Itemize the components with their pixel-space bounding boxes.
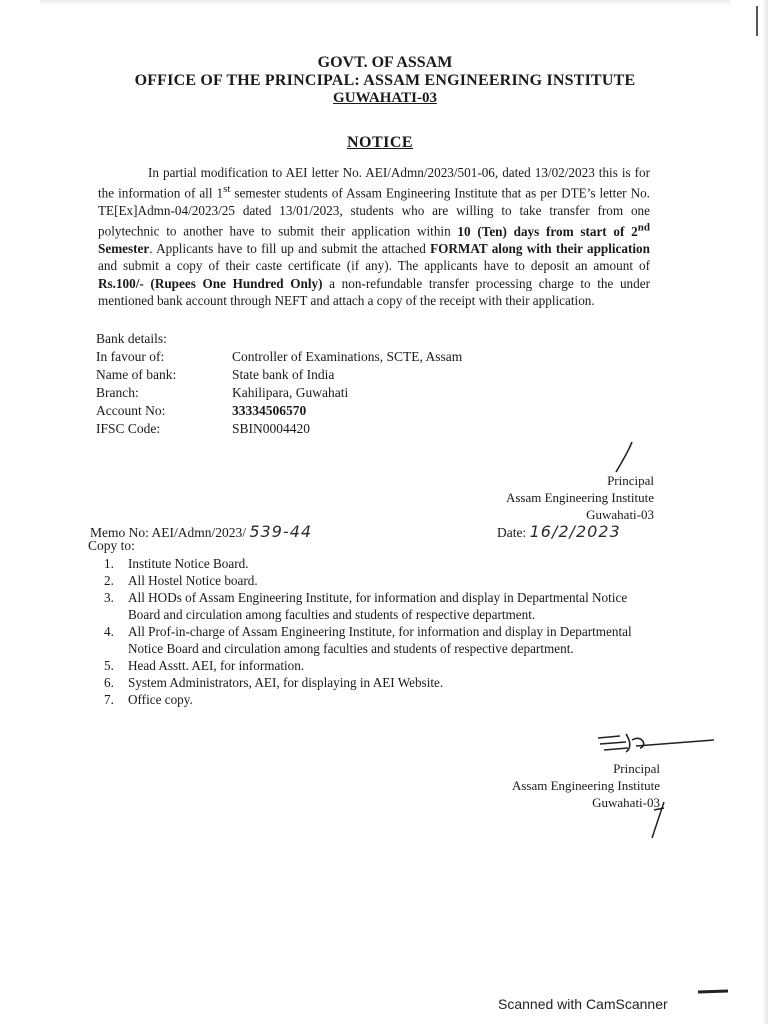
date-handwritten: 16/2/2023 <box>529 522 621 541</box>
body-bold-2: FORMAT along with their application <box>430 240 650 256</box>
list-number: 1. <box>104 556 114 571</box>
memo-handwritten: 539-44 <box>249 522 313 541</box>
list-item <box>104 589 660 623</box>
list-item <box>104 657 660 674</box>
bank-row <box>96 366 335 384</box>
bank-value: SBIN0004420 <box>232 421 311 436</box>
bank-value: Kahilipara, Guwahati <box>232 385 349 400</box>
notice-body <box>98 164 650 309</box>
signature-stroke-1 <box>612 440 636 474</box>
copy-to-list <box>104 555 660 708</box>
signature-city: Guwahati-03 <box>586 507 654 522</box>
list-item <box>104 572 660 589</box>
list-item <box>104 691 660 708</box>
bank-label: In favour of: <box>96 349 165 364</box>
signature-tick <box>648 800 670 840</box>
body-sup-1: st <box>223 183 231 196</box>
body-bold-1b: Semester <box>98 240 150 256</box>
scanner-watermark: Scanned with CamScanner <box>498 996 668 1012</box>
bank-details-title: Bank details: <box>96 331 167 346</box>
notice-date <box>497 522 621 541</box>
copy-to-title: Copy to: <box>88 538 135 553</box>
list-number: 6. <box>104 675 114 690</box>
body-text-3: . Applicants have to fill up and submit the attached <box>149 240 431 256</box>
signature-city: Guwahati-03 <box>592 795 660 810</box>
list-item <box>104 555 660 572</box>
bank-value: State bank of India <box>232 367 335 382</box>
bank-label: Branch: <box>96 385 139 400</box>
body-bold-1a: 10 (Ten) days from start of 2 <box>457 223 638 239</box>
page-right-edge <box>762 0 768 1024</box>
bank-value: 33334506570 <box>232 403 307 418</box>
list-item <box>104 623 660 657</box>
page-top-edge <box>40 0 730 6</box>
edge-mark <box>756 6 758 36</box>
body-text-1: In partial modification to AEI letter No. AEI/Admn/2023/501-06, dated 13/02/2023 this is for the information of all 1 <box>98 165 650 201</box>
signature-title: Principal <box>607 473 654 488</box>
signature-stroke-2 <box>596 730 716 756</box>
bank-row <box>96 402 307 420</box>
body-sup-2: nd <box>637 221 650 234</box>
list-number: 3. <box>104 590 114 605</box>
list-number: 7. <box>104 692 114 707</box>
list-number: 5. <box>104 658 114 673</box>
notice-title: NOTICE <box>346 134 414 151</box>
list-text: All Hostel Notice board. <box>128 573 258 588</box>
header-city: GUWAHATI-03 <box>333 90 437 106</box>
signature-block-1 <box>460 472 654 523</box>
list-text: All Prof-in-charge of Assam Engineering Institute, for information and display in Departmental Notice Board and circulation among faculties and students of respective department. <box>128 624 632 656</box>
notice-paragraph <box>98 164 650 309</box>
list-text: Office copy. <box>128 692 193 707</box>
bank-label: IFSC Code: <box>96 421 161 436</box>
signature-institute: Assam Engineering Institute <box>511 778 660 793</box>
list-number: 4. <box>104 624 114 639</box>
bank-row <box>96 348 463 366</box>
date-label: Date: <box>497 525 527 540</box>
body-bold-3: Rs.100/- (Rupees One Hundred Only) <box>98 275 323 291</box>
body-text-4: and submit a copy of their caste certificate (if any). The applicants have to deposit an amount of <box>98 258 650 274</box>
body-text-5: a non-refundable transfer processing charge to the under mentioned bank account through NEFT and attach a copy of the receipt with their application. <box>98 275 650 308</box>
list-text: All HODs of Assam Engineering Institute, for information and display in Departmental Notice Board and circulation among faculties and students of respective department. <box>128 590 628 622</box>
signature-institute: Assam Engineering Institute <box>505 490 654 505</box>
header-office: OFFICE OF THE PRINCIPAL: ASSAM ENGINEERING INSTITUTE <box>134 72 636 89</box>
header-govt: GOVT. OF ASSAM <box>317 54 453 71</box>
bank-label: Account No: <box>96 403 166 418</box>
signature-title: Principal <box>613 761 660 776</box>
list-text: System Administrators, AEI, for displaying in AEI Website. <box>128 675 444 690</box>
bank-label: Name of bank: <box>96 367 177 382</box>
bottom-mark <box>698 989 728 993</box>
list-text: Institute Notice Board. <box>128 556 249 571</box>
memo-prefix: Memo No: AEI/Admn/2023/ <box>90 525 246 540</box>
list-number: 2. <box>104 573 114 588</box>
bank-value: Controller of Examinations, SCTE, Assam <box>232 349 463 364</box>
list-item <box>104 674 660 691</box>
bank-details <box>96 330 463 438</box>
bank-row <box>96 420 311 438</box>
bank-row <box>96 384 349 402</box>
list-text: Head Asstt. AEI, for information. <box>128 658 305 673</box>
body-text-2: semester students of Assam Engineering Institute that as per DTE’s letter No. TE[Ex]Admn-04/2023/25 dated 13/01/2023, students who are willing to take transfer from one polytechnic to another have to submit their application within <box>98 185 650 239</box>
signature-block-2 <box>460 760 660 811</box>
